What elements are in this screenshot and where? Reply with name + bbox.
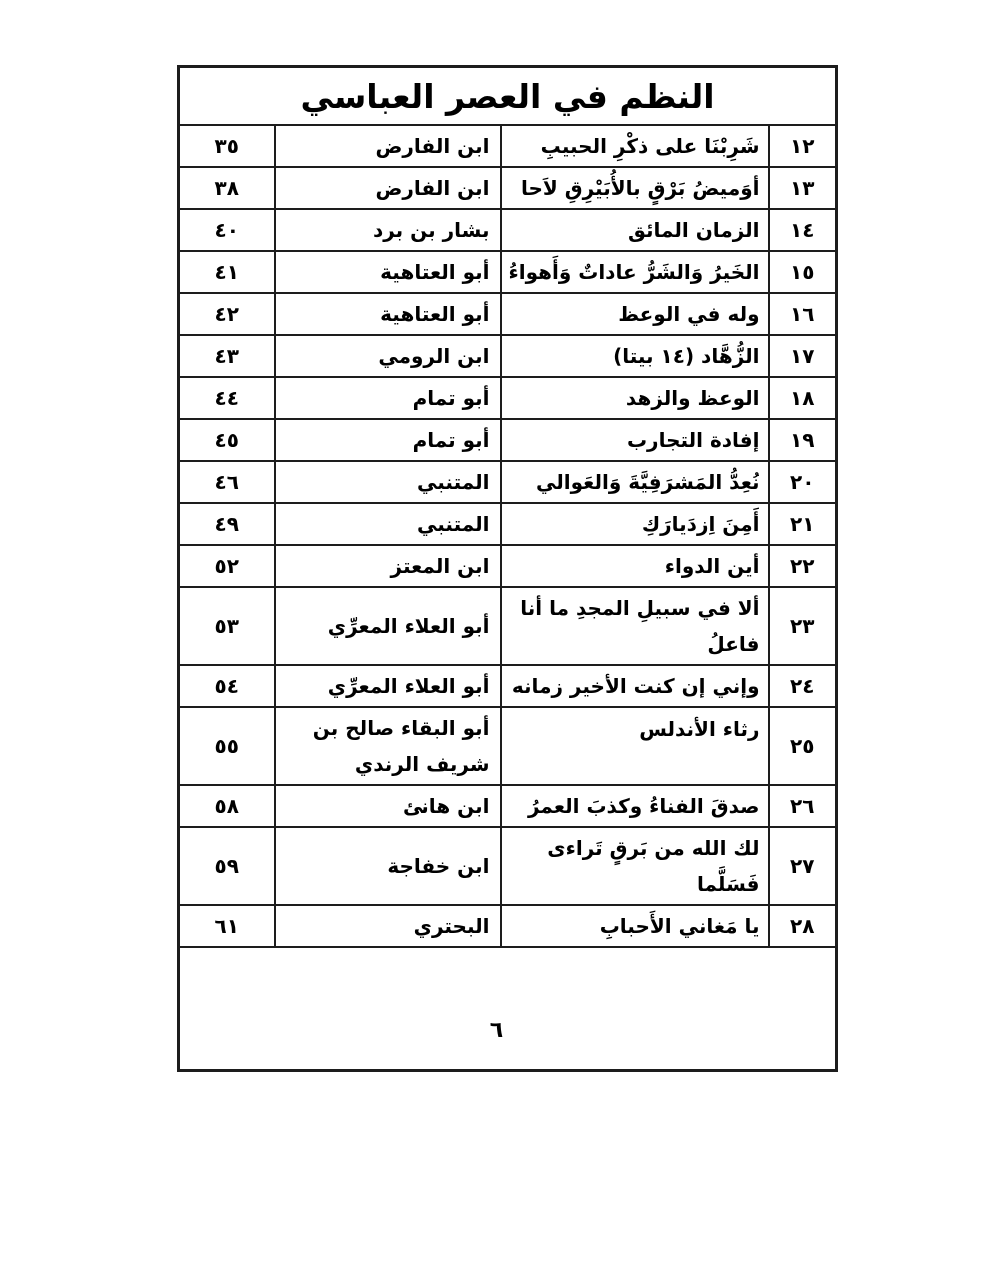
poem-title-cell: شَرِبْنَا على ذكْرِ الحبيبِ [501,125,769,167]
poem-title-cell: صدقَ الفناءُ وكذبَ العمرُ [501,785,769,827]
poet-name-cell: أبو تمام [275,377,501,419]
poem-title-cell: الزمان المائق [501,209,769,251]
poem-title-cell: الوعظ والزهد [501,377,769,419]
table-row [179,125,837,167]
page-number-cell: ٣٥ [179,125,275,167]
table-row [179,335,837,377]
table-row [179,377,837,419]
poem-title-cell: أوَميضُ بَرْقٍ بالأُبَيْرِقِ لاَحا [501,167,769,209]
table-row [179,209,837,251]
poem-title-cell: الخَيرُ وَالشَرُّ عاداتٌ وَأَهواءُ [501,251,769,293]
table-row [179,587,837,665]
table-row [179,905,837,947]
table-row [179,665,837,707]
row-number-cell: ٢٣ [769,587,837,665]
poem-title-cell: أين الدواء [501,545,769,587]
row-number-cell: ١٩ [769,419,837,461]
page-number-cell: ٥٥ [179,707,275,785]
poem-title-cell: رثاء الأندلس [501,707,769,785]
poem-title-cell: الزُّهَّاد (١٤ بيتا) [501,335,769,377]
poet-name-cell: ابن الفارض [275,125,501,167]
page-number-cell: ٤٥ [179,419,275,461]
poem-title-cell: لك الله من بَرقٍ تَراءى فَسَلَّما [501,827,769,905]
poet-name-cell: ابن المعتز [275,545,501,587]
empty-filler-row [179,947,837,1071]
poem-title-cell: نُعِدُّ المَشرَفِيَّةَ وَالعَوالي [501,461,769,503]
poet-name-cell: أبو العتاهية [275,251,501,293]
page-number-cell: ٤٢ [179,293,275,335]
page-number-cell: ٤٠ [179,209,275,251]
row-number-cell: ١٨ [769,377,837,419]
row-number-cell: ١٢ [769,125,837,167]
page-number-cell: ٥٩ [179,827,275,905]
table-row [179,707,837,785]
page-number-cell: ٥٨ [179,785,275,827]
table-row [179,167,837,209]
poem-title-cell: إفادة التجارب [501,419,769,461]
table-row [179,461,837,503]
poet-name-cell: أبو العتاهية [275,293,501,335]
row-number-cell: ١٥ [769,251,837,293]
table-row [179,785,837,827]
poet-name-cell: المتنبي [275,503,501,545]
row-number-cell: ٢٨ [769,905,837,947]
table-header-row [179,67,837,126]
toc-body [179,125,837,947]
page-number-cell: ٣٨ [179,167,275,209]
page-number-cell: ٤٩ [179,503,275,545]
row-number-cell: ١٦ [769,293,837,335]
poem-title-cell: يا مَغاني الأَحبابِ [501,905,769,947]
poet-name-cell: أبو تمام [275,419,501,461]
page-number-cell: ٤٦ [179,461,275,503]
row-number-cell: ٢٧ [769,827,837,905]
page-number-cell: ٤٣ [179,335,275,377]
poet-name-cell: البحتري [275,905,501,947]
row-number-cell: ٢٢ [769,545,837,587]
table-row [179,827,837,905]
poet-name-cell: ابن الرومي [275,335,501,377]
poet-name-cell: أبو العلاء المعرِّي [275,665,501,707]
table-row [179,545,837,587]
poet-name-cell: أبو البقاء صالح بن شريف الرندي [275,707,501,785]
poet-name-cell: ابن الفارض [275,167,501,209]
page-footer-number: ٦ [489,1018,504,1043]
poem-title-cell: وله في الوعظ [501,293,769,335]
table-row [179,419,837,461]
page-number-cell: ٥٢ [179,545,275,587]
page-number-cell: ٥٣ [179,587,275,665]
empty-cell [179,947,837,1071]
page-number-cell: ٥٤ [179,665,275,707]
poet-name-cell: أبو العلاء المعرِّي [275,587,501,665]
poem-title-cell: وإني إن كنت الأخير زمانه [501,665,769,707]
page-number-cell: ٤٤ [179,377,275,419]
poet-name-cell: ابن خفاجة [275,827,501,905]
row-number-cell: ٢٠ [769,461,837,503]
table-row [179,293,837,335]
page-number-cell: ٤١ [179,251,275,293]
row-number-cell: ١٤ [769,209,837,251]
page-number-cell: ٦١ [179,905,275,947]
page-title: النظم في العصر العباسي [179,67,837,126]
row-number-cell: ٢١ [769,503,837,545]
table-row [179,251,837,293]
poem-title-cell: ألا في سبيلِ المجدِ ما أنا فاعلُ [501,587,769,665]
row-number-cell: ١٣ [769,167,837,209]
row-number-cell: ٢٦ [769,785,837,827]
poet-name-cell: بشار بن برد [275,209,501,251]
poem-title-cell: أَمِنَ اِزدَيارَكِ [501,503,769,545]
table-row [179,503,837,545]
toc-table [177,65,838,1072]
row-number-cell: ٢٥ [769,707,837,785]
row-number-cell: ١٧ [769,335,837,377]
poet-name-cell: ابن هانئ [275,785,501,827]
poet-name-cell: المتنبي [275,461,501,503]
row-number-cell: ٢٤ [769,665,837,707]
